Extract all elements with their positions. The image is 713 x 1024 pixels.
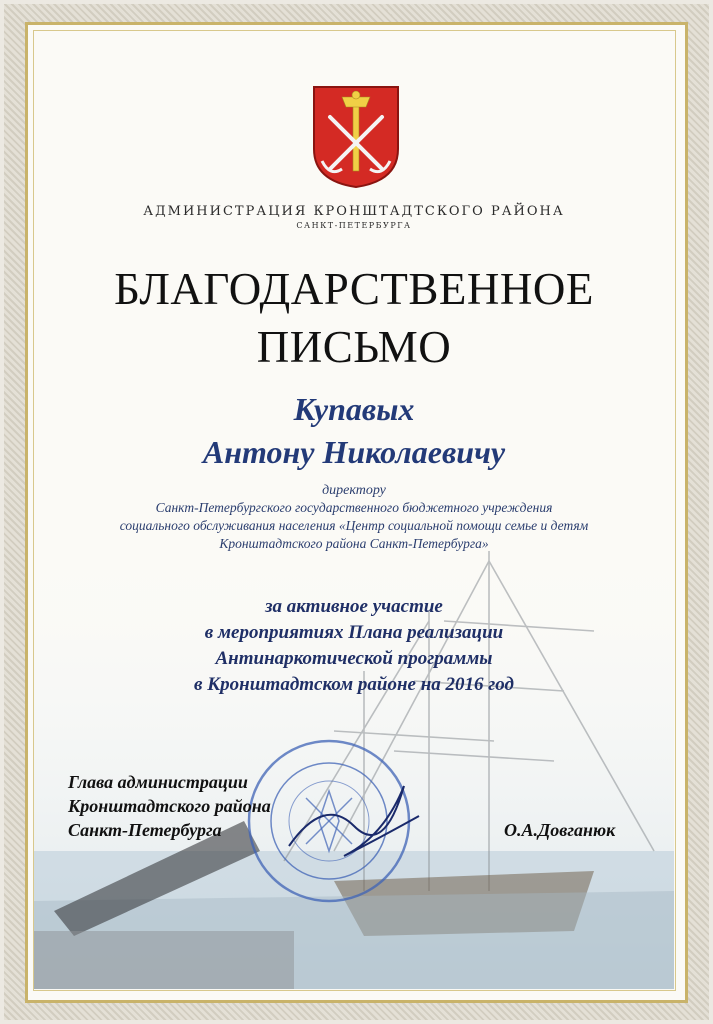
signatory-title-line: Кронштадтского района [68, 796, 271, 816]
recipient-organization-line: Кронштадтского района Санкт-Петербурга» [219, 536, 489, 551]
coat-of-arms-icon [312, 85, 400, 189]
recipient-surname: Купавых [293, 391, 415, 427]
signatory-title-line: Санкт-Петербурга [68, 820, 222, 840]
recipient-given-names: Антону Николаевичу [202, 434, 506, 470]
document-title-line2: ПИСЬМО [256, 322, 452, 372]
document-title-line1: БЛАГОДАРСТВЕННОЕ [114, 264, 594, 314]
handwritten-signature-icon [284, 776, 424, 866]
signatory-name: О.А.Довганюк [504, 820, 616, 840]
recipient-organization-line: социального обслуживания населения «Центр социальной помощи семье и детям [119, 518, 589, 533]
organization-name: АДМИНИСТРАЦИЯ КРОНШТАДТСКОГО РАЙОНА [143, 204, 565, 219]
reason-line: в мероприятиях Плана реализации [204, 622, 504, 643]
reason-line: за активное участие [265, 596, 443, 617]
recipient-position: директору [322, 483, 386, 498]
reason-line: Антинаркотической программы [215, 648, 493, 669]
signatory-title-line: Глава администрации [68, 772, 248, 792]
recipient-organization-line: Санкт-Петербургского государственного бюджетного учреждения [155, 500, 553, 515]
letter-content [34, 31, 674, 989]
organization-city: САНКТ-ПЕТЕРБУРГА [296, 221, 412, 230]
reason-line: в Кронштадтском районе на 2016 год [194, 674, 514, 695]
